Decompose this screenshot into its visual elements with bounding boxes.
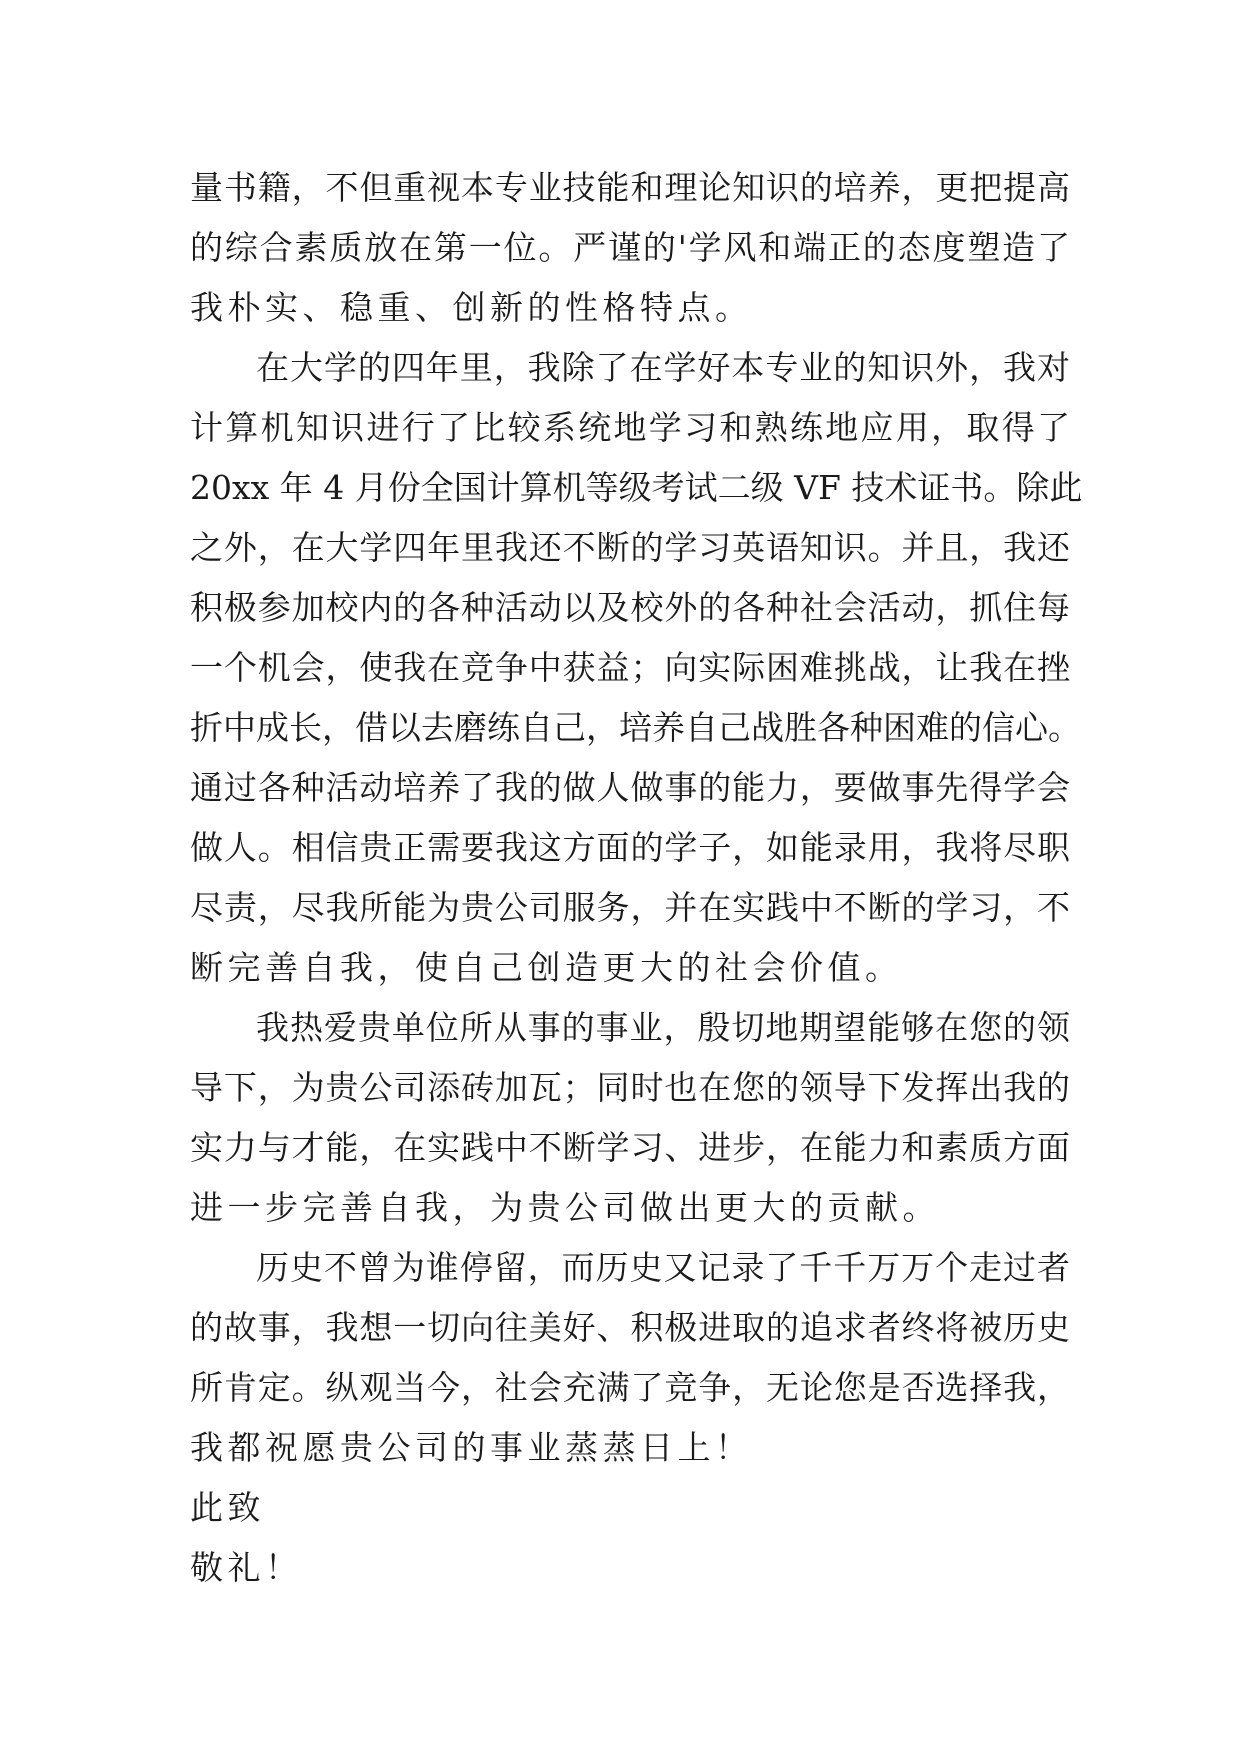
salutation-line-2: 敬礼！ (190, 1548, 303, 1587)
text-line: 我热爱贵单位所从事的事业，殷切地期望能够在您的领 (256, 1008, 1070, 1047)
text-line: 我都祝愿贵公司的事业蒸蒸日上！ (190, 1428, 753, 1467)
text-line: 积极参加校内的各种活动以及校外的各种社会活动，抓住每 (190, 588, 1070, 627)
paragraph-closing (190, 1238, 1070, 1478)
text-line: 折中成长，借以去磨练自己，培养自己战胜各种困难的信心。 (190, 708, 1081, 747)
text-line: 我朴实、稳重、创新的性格特点。 (190, 288, 753, 327)
text-line: 一个机会，使我在竞争中获益；向实际困难挑战，让我在挫 (190, 648, 1070, 687)
text-line: 历史不曾为谁停留，而历史又记录了千千万万个走过者 (256, 1248, 1070, 1287)
text-line: 在大学的四年里，我除了在学好本专业的知识外，我对 (256, 348, 1070, 387)
text-line: 断完善自我，使自己创造更大的社会价值。 (190, 948, 903, 987)
paragraph-continuation (190, 158, 1070, 338)
paragraph-career (190, 998, 1070, 1238)
text-line: 通过各种活动培养了我的做人做事的能力，要做事先得学会 (190, 768, 1070, 807)
text-line: 实力与才能，在实践中不断学习、进步，在能力和素质方面 (190, 1128, 1070, 1167)
salutation-line-1: 此致 (190, 1488, 265, 1527)
text-line: 20xx 年 4 月份全国计算机等级考试二级 VF 技术证书。除此 (190, 468, 1083, 507)
text-line: 做人。相信贵正需要我这方面的学子，如能录用，我将尽职 (190, 828, 1070, 867)
text-line: 计算机知识进行了比较系统地学习和熟练地应用，取得了 (190, 408, 1070, 447)
text-line: 之外，在大学四年里我还不断的学习英语知识。并且，我还 (190, 528, 1070, 567)
text-line: 导下，为贵公司添砖加瓦；同时也在您的领导下发挥出我的 (190, 1068, 1070, 1107)
letter-body (190, 158, 1083, 1598)
text-line: 进一步完善自我，为贵公司做出更大的贡献。 (190, 1188, 940, 1227)
text-line: 的故事，我想一切向往美好、积极进取的追求者终将被历史 (190, 1308, 1070, 1347)
salutation (190, 1478, 1070, 1598)
text-line: 尽责，尽我所能为贵公司服务，并在实践中不断的学习，不 (190, 888, 1070, 927)
text-line: 量书籍，不但重视本专业技能和理论知识的培养，更把提高 (190, 168, 1070, 207)
text-line: 的综合素质放在第一位。严谨的'学风和端正的态度塑造了 (190, 228, 1070, 267)
text-line: 所肯定。纵观当今，社会充满了竞争，无论您是否选择我， (190, 1368, 1070, 1407)
paragraph-computer-skills (190, 338, 1083, 998)
